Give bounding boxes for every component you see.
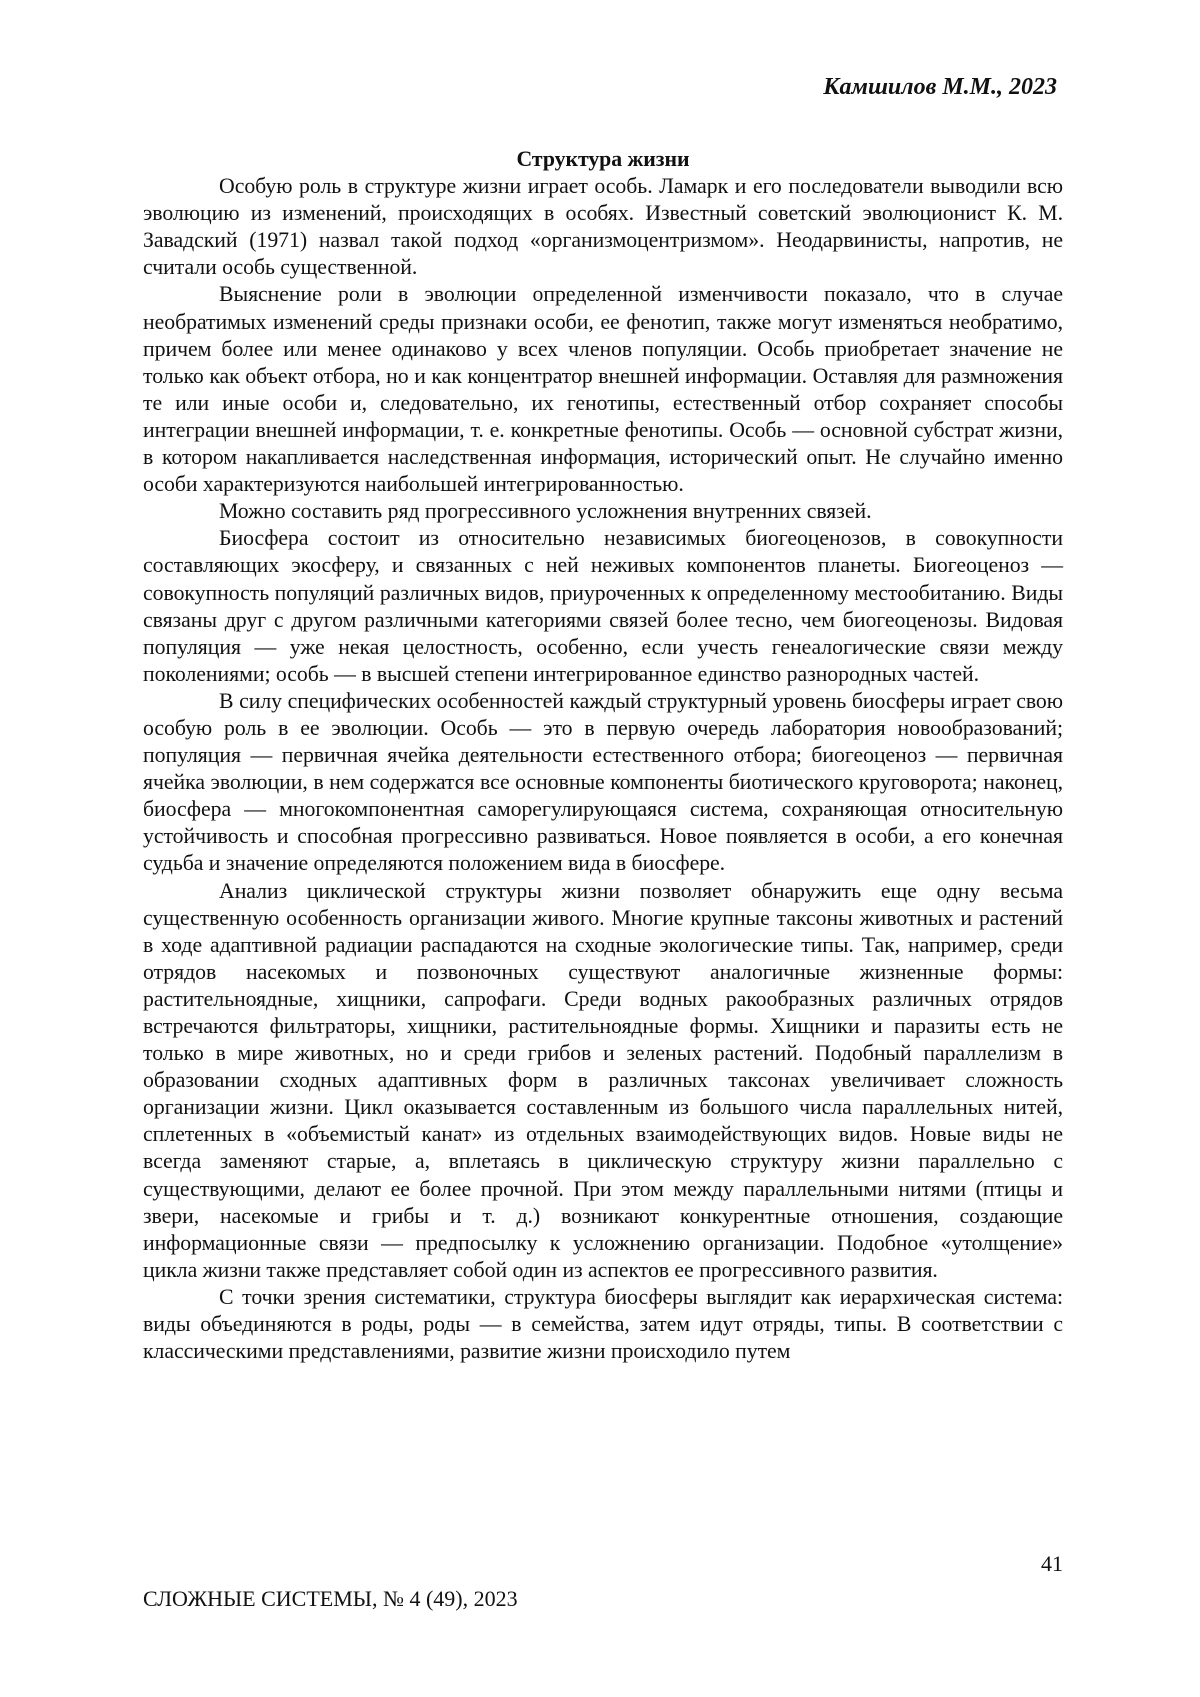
paragraph: Выяснение роли в эволюции определенной изменчивости показало, что в случае необратимых изменений среды признаки особи, ее фенотип, также могут изменяться необратимо, причем более или менее одинаково у всех членов популяции. Особь приобретает значение не только как объект отбора, но и как концентратор внешней информации. Оставляя для размножения те или иные особи и, следовательно, их генотипы, естественный отбор сохраняет способы интеграции внешней информации, т. е. конкретные фенотипы. Особь — основной субстрат жизни, в котором накапливается наследственная информация, исторический опыт. Не случайно именно особи характеризуются наибольшей интегрированностью. bbox=[143, 281, 1063, 498]
article-title: Структура жизни bbox=[143, 146, 1063, 173]
paragraph: С точки зрения систематики, структура биосферы выглядит как иерархическая система: виды объединяются в роды, роды — в семейства, затем идут отряды, типы. В соответствии с классическими представлениями, развитие жизни происходило путем bbox=[143, 1284, 1063, 1365]
paragraph: Биосфера состоит из относительно независимых биогеоценозов, в совокупности составляющих экосферу, и связанных с ней неживых компонентов планеты. Биогеоценоз — совокупность популяций различных видов, приуроченных к определенному местообитанию. Виды связаны друг с другом различными категориями связей более тесно, чем биогеоценозы. Видовая популяция — уже некая целостность, особенно, если учесть генеалогические связи между поколениями; особь — в высшей степени интегрированное единство разнородных частей. bbox=[143, 525, 1063, 688]
journal-footer: СЛОЖНЫЕ СИСТЕМЫ, № 4 (49), 2023 bbox=[143, 1585, 518, 1613]
journal-page bbox=[0, 0, 1200, 1697]
running-head-author: Камшилов М.М., 2023 bbox=[823, 72, 1057, 102]
article-body bbox=[143, 146, 1063, 1365]
paragraph: В силу специфических особенностей каждый структурный уровень биосферы играет свою особую роль в ее эволюции. Особь — это в первую очередь лаборатория новообразований; популяция — первичная ячейка деятельности естественного отбора; биогеоценоз — первичная ячейка эволюции, в нем содержатся все основные компоненты биотического круговорота; наконец, биосфера — многокомпонентная саморегулирующаяся система, сохраняющая относительную устойчивость и способная прогрессивно развиваться. Новое появляется в особи, а его конечная судьба и значение определяются положением вида в биосфере. bbox=[143, 688, 1063, 878]
paragraph: Анализ циклической структуры жизни позволяет обнаружить еще одну весьма существенную особенность организации живого. Многие крупные таксоны животных и растений в ходе адаптивной радиации распадаются на сходные экологические типы. Так, например, среди отрядов насекомых и позвоночных существуют аналогичные жизненные формы: растительноядные, хищники, сапрофаги. Среди водных ракообразных различных отрядов встречаются фильтраторы, хищники, растительноядные формы. Хищники и паразиты есть не только в мире животных, но и среди грибов и зеленых растений. Подобный параллелизм в образовании сходных адаптивных форм в различных таксонах увеличивает сложность организации жизни. Цикл оказывается составленным из большого числа параллельных нитей, сплетенных в «объемистый канат» из отдельных взаимодействующих видов. Новые виды не всегда заменяют старые, а, вплетаясь в циклическую структуру жизни параллельно с существующими, делают ее более прочной. При этом между параллельными нитями (птицы и звери, насекомые и грибы и т. д.) возникают конкурентные отношения, создающие информационные связи — предпосылку к усложнению организации. Подобное «утолщение» цикла жизни также представляет собой один из аспектов ее прогрессивного развития. bbox=[143, 878, 1063, 1284]
paragraph: Можно составить ряд прогрессивного усложнения внутренних связей. bbox=[143, 498, 1063, 525]
page-number: 41 bbox=[1041, 1550, 1063, 1578]
paragraph: Особую роль в структуре жизни играет особь. Ламарк и его последователи выводили всю эволюцию из изменений, происходящих в особях. Известный советский эволюционист К. М. Завадский (1971) назвал такой подход «организмоцентризмом». Неодарвинисты, напротив, не считали особь существенной. bbox=[143, 173, 1063, 281]
